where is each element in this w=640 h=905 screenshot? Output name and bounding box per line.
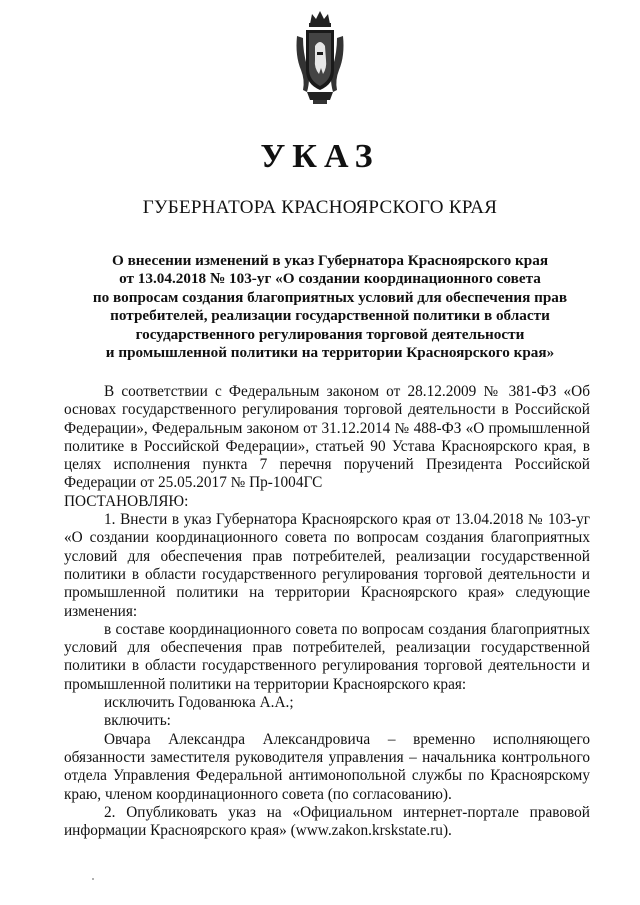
subject-line: от 13.04.2018 № 103-уг «О создании координационного совета xyxy=(119,270,541,288)
exclude-paragraph: исключить Годованюка А.А.; xyxy=(104,694,294,712)
scan-speck xyxy=(92,878,94,880)
subject-line: и промышленной политики на территории Красноярского края» xyxy=(105,344,555,362)
document-body xyxy=(64,383,590,840)
coat-of-arms-icon xyxy=(293,8,347,108)
decree-word: ПОСТАНОВЛЯЮ: xyxy=(64,492,189,510)
new-member-paragraph: Овчара Александра Александровича – временно исполняющего обязанности заместителя руководителя управления – начальника контрольного отдела Управления Федеральной антимонопольной службы по Красноярскому краю, членом координационного совета (по согласованию). xyxy=(64,730,590,803)
include-paragraph: включить: xyxy=(104,712,171,730)
subject-line: О внесении изменений в указ Губернатора Красноярского края xyxy=(111,252,549,269)
document-subject xyxy=(60,252,600,362)
composition-paragraph: в составе координационного совета по вопросам создания благоприятных условий для обеспечения прав потребителей, реализации государственной политики в области государственного регулирования торговой деятельности и промышленной политики на территории Красноярского края: xyxy=(64,620,590,693)
document-issuer: ГУБЕРНАТОРА КРАСНОЯРСКОГО КРАЯ xyxy=(142,197,498,218)
item-1-paragraph: 1. Внести в указ Губернатора Красноярского края от 13.04.2018 № 103-уг «О создании координационного совета по вопросам создания благоприятных условий для обеспечения прав потребителей, реализации государственной политики в области государственного регулирования торговой деятельности и промышленной политики на территории Красноярского края» следующие изменения: xyxy=(64,511,590,620)
document-title: УКАЗ xyxy=(260,138,380,175)
preamble-paragraph: В соответствии с Федеральным законом от 28.12.2009 № 381-ФЗ «Об основах государственного регулирования торговой деятельности в Российской Федерации», Федеральным законом от 31.12.2014 № 488-ФЗ «О промышленной политике в Российской Федерации», статьей 90 Устава Красноярского края, в целях исполнения пункта 7 перечня поручений Президента Российской Федерации от 25.05.2017 № Пр-1004ГС xyxy=(64,383,590,492)
subject-line: государственного регулирования торговой деятельности xyxy=(135,325,525,343)
subject-line: по вопросам создания благоприятных условий для обеспечения прав xyxy=(92,288,568,306)
subject-line: потребителей, реализации государственной политики в области xyxy=(110,307,550,325)
item-2-paragraph: 2. Опубликовать указ на «Официальном интернет-портале правовой информации Красноярского края» (www.zakon.krskstate.ru). xyxy=(64,803,590,840)
